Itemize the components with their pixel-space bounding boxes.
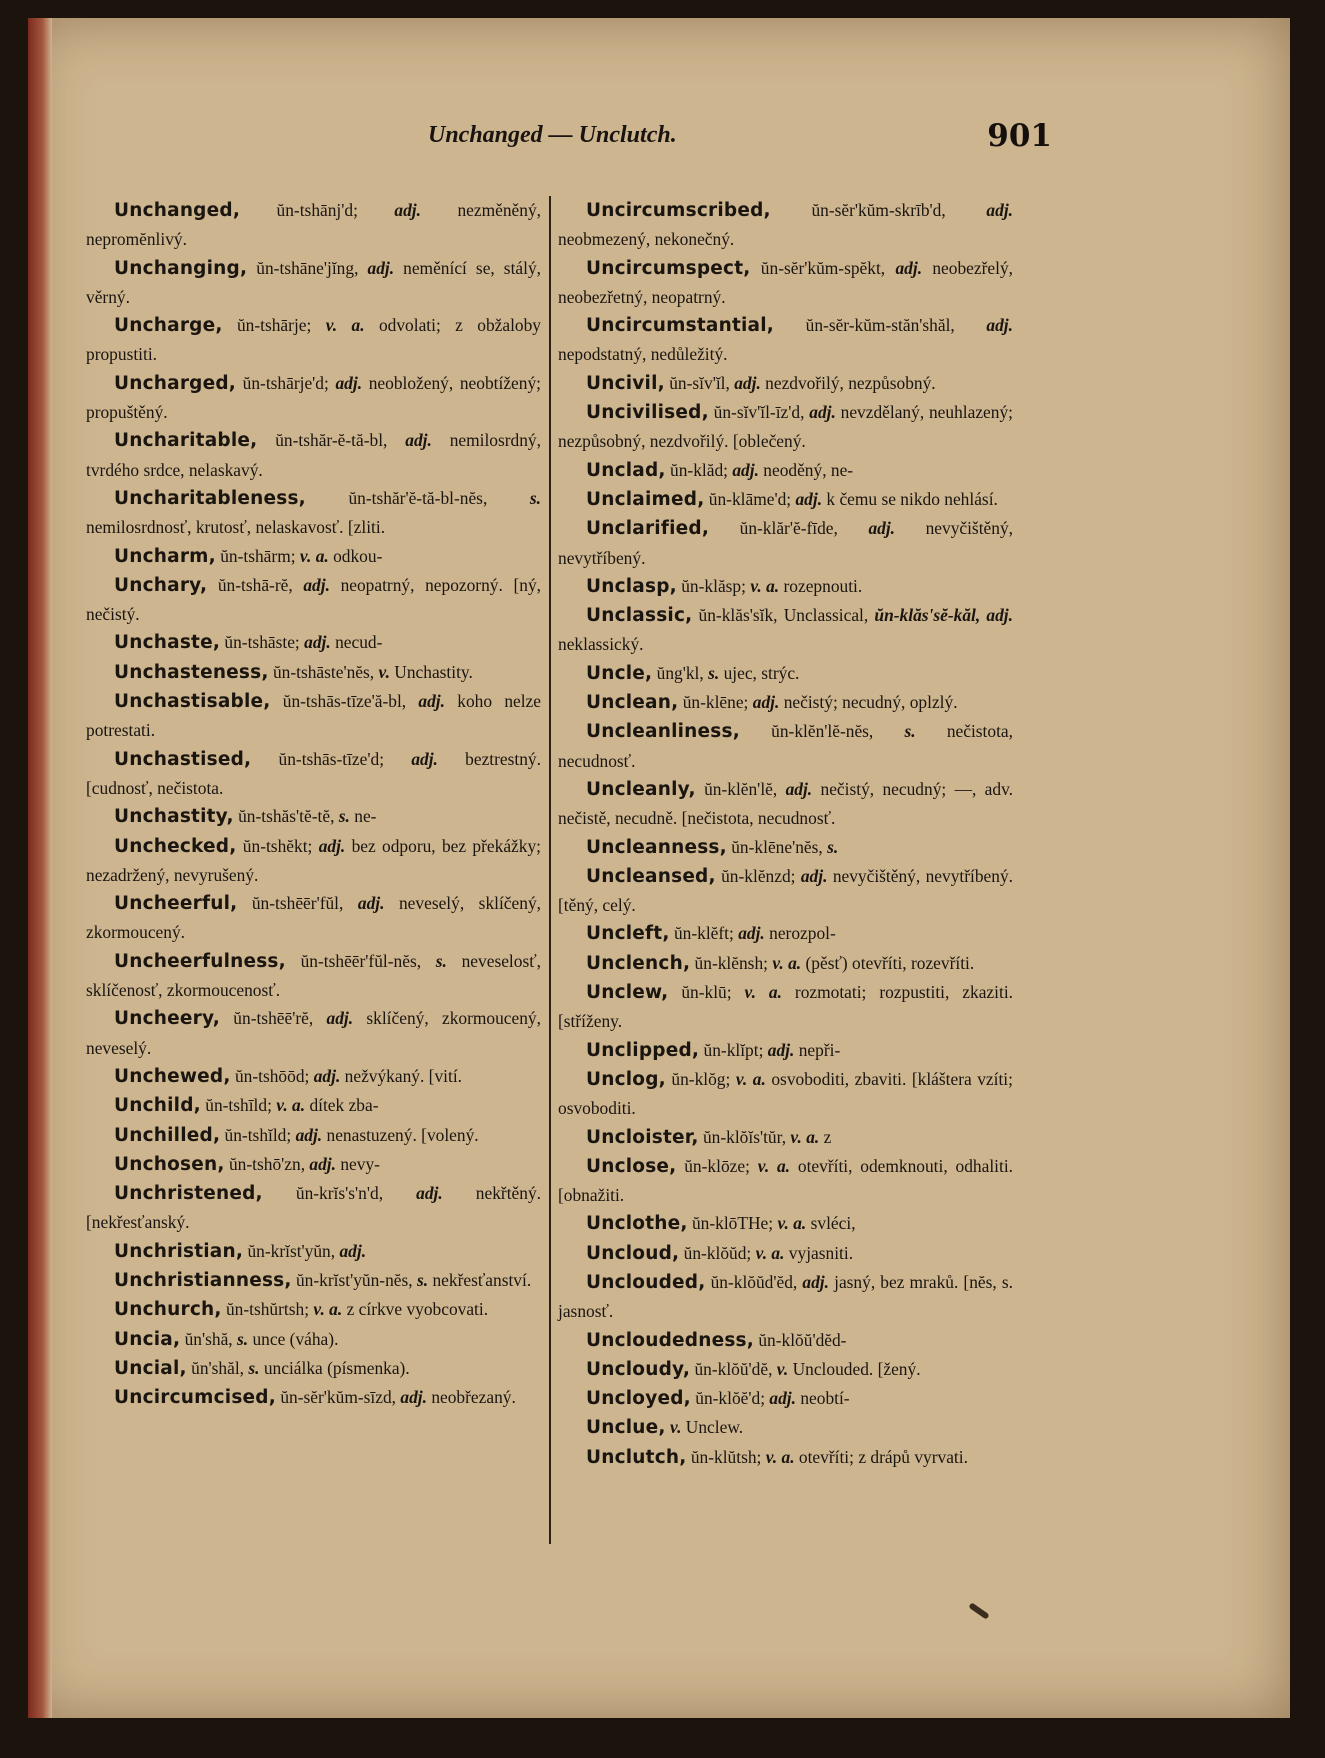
headword: Uncivil, (586, 372, 665, 394)
pronunciation: ŭn-tshōōd; (234, 1065, 310, 1086)
dictionary-entry (558, 1443, 1013, 1472)
headword: Uncloud, (586, 1242, 680, 1264)
grammar-label: adj. (326, 1008, 354, 1029)
dictionary-entry (86, 369, 541, 427)
headword: Unchastisable, (114, 691, 271, 713)
grammar-label: adj. (868, 518, 896, 539)
dictionary-entry (86, 658, 541, 687)
grammar-label: v. a. (750, 575, 780, 596)
definition: neobezřelý, neobezřetný, neopatrný. (558, 257, 1013, 307)
dictionary-entry (558, 919, 1013, 948)
grammar-label: adj. (416, 1183, 443, 1204)
definition: neklassický. (558, 634, 644, 655)
dictionary-entry (558, 862, 1013, 920)
headword: Uncheery, (114, 1008, 220, 1030)
headword: Unchilled, (114, 1124, 221, 1146)
definition: neveselý, sklíčený, zkormoucený. (86, 893, 541, 943)
grammar-label: v. a. (735, 1068, 766, 1089)
dictionary-entry (86, 745, 541, 803)
pronunciation: ŭn-tshō'zn, (228, 1153, 306, 1174)
definition: ujec, strýc. (723, 662, 800, 683)
headword: Unchristian, (114, 1240, 244, 1262)
headword: Unclasp, (586, 575, 677, 597)
dictionary-entry (558, 688, 1013, 717)
grammar-label: adj. (313, 1065, 341, 1086)
dictionary-entry (558, 601, 1013, 659)
grammar-label: v. (378, 661, 390, 682)
grammar-label: adj. (295, 1124, 323, 1145)
definition: nenastuzený. [volený. (326, 1124, 479, 1145)
headword: Unchastity, (114, 806, 234, 828)
dictionary-entry (86, 571, 541, 629)
pronunciation: ŭn-krĭst'yŭn-nĕs, (295, 1269, 413, 1290)
definition: otevříti; z drápů vyrvati. (798, 1446, 968, 1467)
right-column (558, 196, 1013, 1472)
grammar-label: v. a. (313, 1299, 343, 1320)
dictionary-entry (86, 628, 541, 657)
headword: Uncleanness, (586, 836, 727, 858)
grammar-label: s. (827, 836, 839, 857)
headword: Uncleft, (586, 923, 670, 945)
definition: nevyčištěný, nevytříbený. [těný, celý. (558, 865, 1013, 916)
definition: nevyčištěný, nevytříbený. (558, 518, 1013, 568)
grammar-label: adj. (785, 778, 813, 799)
headword: Uncloudy, (586, 1358, 691, 1380)
headword: Uncharitableness, (114, 487, 306, 509)
dictionary-entry (558, 1123, 1013, 1152)
headword: Unchary, (114, 574, 208, 596)
grammar-label: adj. (802, 1271, 829, 1292)
definition: sklíčený, zkormoucený, neveselý. (86, 1008, 541, 1058)
definition: nečistota, necudnosť. (558, 721, 1013, 771)
dictionary-entry (86, 1266, 541, 1295)
definition: nekřtěný. [nekřesťanský. (86, 1183, 541, 1233)
pronunciation: ŭn-tshēēr'fŭl, (251, 893, 344, 914)
headword: Unchastised, (114, 748, 252, 770)
headword: Uncial, (114, 1357, 187, 1379)
grammar-label: v. (670, 1417, 682, 1438)
headword: Uncharitable, (114, 430, 258, 452)
dictionary-entry (558, 717, 1013, 775)
headword: Uncircumstantial, (586, 315, 774, 337)
grammar-label: adj. (895, 257, 923, 278)
grammar-label: adj. (418, 691, 445, 712)
dictionary-entry (86, 947, 541, 1005)
definition: nerozpol- (769, 923, 836, 944)
definition: nevy- (340, 1153, 380, 1174)
headword: Uncle, (586, 662, 653, 684)
definition: nekřesťanství. (432, 1269, 532, 1290)
definition: nezdvořilý, nezpůsobný. (765, 372, 936, 393)
dictionary-entry (558, 1209, 1013, 1238)
grammar-label: adj. (405, 430, 432, 451)
pronunciation: ŭn-klŭtsh; (690, 1446, 762, 1467)
definition: odkou- (333, 545, 383, 566)
definition: otevříti, odemknouti, odhaliti. [obnažiti. (558, 1155, 1013, 1206)
dictionary-entry (86, 1091, 541, 1120)
dictionary-entry (558, 1413, 1013, 1442)
grammar-label: s. (338, 806, 350, 827)
definition: osvoboditi, zbaviti. [kláštera vzíti; osvoboditi. (558, 1068, 1013, 1119)
dictionary-entry (86, 426, 541, 484)
pronunciation: ŭn-tshĕkt; (242, 835, 313, 856)
grammar-label: adj. (335, 372, 363, 393)
pronunciation: ŭn-sĕr-kŭm-stăn'shăl, (805, 315, 955, 336)
pronunciation: ŭn-tshăs'tĕ-tĕ, (238, 806, 335, 827)
grammar-label: adj. (309, 1153, 336, 1174)
headword: Unclouded, (586, 1271, 706, 1293)
dictionary-entry (558, 1065, 1013, 1123)
pronunciation: ŭn-klŏŭd'ĕd, (710, 1271, 798, 1292)
page-header (138, 118, 1058, 158)
headword: Unchurch, (114, 1299, 222, 1321)
definition: dítek zba- (309, 1095, 379, 1116)
dictionary-entry (558, 311, 1013, 369)
headword: Unchanging, (114, 257, 248, 279)
pronunciation: ŭn-tshārje; (236, 315, 312, 336)
dictionary-entry (86, 1121, 541, 1150)
dictionary-entry (558, 196, 1013, 254)
dictionary-entry (558, 369, 1013, 398)
headword: Unclue, (586, 1417, 666, 1439)
headword: Uncharm, (114, 545, 216, 567)
definition: nemilosrdný, tvrdého srdce, nelaskavý. (86, 430, 541, 480)
grammar-label: v. a. (790, 1126, 820, 1147)
grammar-label: v. a. (757, 1155, 791, 1176)
dictionary-entry (86, 1062, 541, 1091)
dictionary-entry (558, 254, 1013, 312)
grammar-label: ŭn-klăs'sĕ-kăl, adj. (874, 605, 1013, 626)
pronunciation: ŭn-sĕr'kŭm-sīzd, (280, 1387, 397, 1408)
pronunciation: ŭn-tshārm; (220, 545, 296, 566)
grammar-label: v. a. (276, 1095, 306, 1116)
pronunciation: ŭn-tshăr-ĕ-tă-bl, (275, 430, 388, 451)
grammar-label: s. (904, 721, 916, 742)
pronunciation: ŭn-klŏŭ'dĕd- (758, 1329, 847, 1350)
grammar-label: v. a. (772, 952, 802, 973)
pronunciation: ŭn-klĕnzd; (721, 865, 796, 886)
headword: Unclothe, (586, 1213, 688, 1235)
definition: neobtí- (800, 1388, 850, 1409)
dictionary-entry (558, 485, 1013, 514)
dictionary-entry (86, 542, 541, 571)
definition: neoděný, ne- (763, 459, 854, 480)
headword: Uncheerful, (114, 893, 238, 915)
definition: nezměněný, nepromĕnlivý. (86, 200, 541, 250)
headword: Uncivilised, (586, 402, 709, 424)
grammar-label: adj. (986, 315, 1013, 336)
grammar-label: s. (237, 1328, 249, 1349)
headword: Unclutch, (586, 1446, 687, 1468)
definition: neopatrný, nepozorný. [ný, nečistý. (86, 574, 541, 625)
definition: beztrestný. [cudnosť, nečistota. (86, 748, 541, 798)
dictionary-entry (86, 311, 541, 369)
column-divider (549, 196, 551, 1544)
pronunciation: ŭn-tshās-tīze'ă-bl, (282, 691, 407, 712)
left-column (86, 196, 541, 1412)
definition: neobřezaný. (431, 1387, 516, 1408)
grammar-label: v. a. (325, 315, 365, 336)
headword: Unchasteness, (114, 661, 269, 683)
grammar-label: adj. (303, 574, 330, 595)
headword: Unchewed, (114, 1065, 231, 1087)
pronunciation: ŭn-klŏĭs'tŭr, (702, 1126, 787, 1147)
pronunciation: ŭn-sĕr'kŭm-spĕkt, (760, 257, 886, 278)
pronunciation: ŭn-krĭs's'n'd, (295, 1183, 384, 1204)
pronunciation: ŭn-klăs'sĭk, Unclassical, (698, 605, 869, 626)
headword: Uncircumscribed, (586, 200, 771, 221)
dictionary-entry (86, 1179, 541, 1237)
headword: Unchosen, (114, 1153, 225, 1175)
pronunciation: ŭn-krĭst'yŭn, (247, 1240, 336, 1261)
pronunciation: ŭn-klăsp; (681, 575, 746, 596)
pronunciation: ŭn-klĕn'lĕ, (704, 778, 778, 799)
headword: Uncharge, (114, 315, 223, 337)
definition: jasný, bez mraků. [nĕs, s. jasnosť. (558, 1271, 1013, 1322)
dictionary-entry (558, 1239, 1013, 1268)
pronunciation: ŭn-klōze; (684, 1155, 750, 1176)
definition: necud- (335, 632, 383, 653)
pronunciation: ŭn-tshāne'jĭng, (256, 257, 359, 278)
dictionary-entry (86, 1383, 541, 1412)
grammar-label: adj. (986, 200, 1013, 220)
dictionary-entry (86, 254, 541, 312)
headword: Unchanged, (114, 200, 241, 221)
pronunciation: ŭn-klĭpt; (703, 1039, 764, 1060)
grammar-label: s. (416, 1269, 429, 1290)
dictionary-entry (558, 1036, 1013, 1065)
headword: Uncircumspect, (586, 257, 751, 279)
headword: Unchild, (114, 1095, 201, 1117)
grammar-label: adj. (800, 865, 828, 886)
grammar-label: s. (529, 487, 541, 508)
grammar-label: s. (248, 1357, 260, 1378)
definition: nemilosrdnosť, krutosť, nelaskavosť. [zliti. (86, 517, 386, 538)
dictionary-entry (86, 1004, 541, 1062)
definition: rozepnouti. (783, 575, 863, 596)
dictionary-entry (86, 889, 541, 947)
headword: Uncheerfulness, (114, 950, 286, 972)
headword: Uncloister, (586, 1126, 699, 1148)
grammar-label: adj. (357, 893, 385, 914)
pronunciation: ŭng'kl, (656, 662, 704, 683)
headword: Unclench, (586, 952, 691, 974)
pronunciation: ŭn'shăl, (191, 1357, 245, 1378)
dictionary-entry (86, 1295, 541, 1324)
pronunciation: ŭn-tshāste; (224, 632, 300, 653)
pronunciation: ŭn-klŏŭ'dĕ, (694, 1358, 773, 1379)
headword: Uncloyed, (586, 1388, 691, 1410)
grammar-label: adj. (809, 402, 836, 423)
headword: Unclarified, (586, 518, 710, 540)
dictionary-entry (558, 572, 1013, 601)
definition: nečistý; necudný, oplzlý. (783, 692, 958, 713)
grammar-label: adj. (732, 459, 759, 480)
grammar-label: v. a. (765, 1446, 795, 1467)
dictionary-entry (558, 1152, 1013, 1210)
dictionary-entry (86, 196, 541, 254)
book-spine-edge (28, 18, 52, 1718)
grammar-label: s. (708, 662, 720, 683)
headword: Unchecked, (114, 835, 237, 857)
pronunciation: ŭn-sĕr'kŭm-skrīb'd, (811, 200, 946, 220)
pronunciation: ŭn-tshēē'rĕ, (233, 1008, 314, 1029)
grammar-label: v. a. (777, 1213, 807, 1234)
pronunciation: ŭn-tshās-tīze'd; (278, 748, 385, 769)
grammar-label: adj. (734, 372, 761, 393)
pronunciation: ŭn-klāme'd; (708, 488, 792, 509)
definition: nečistý, necudný; —, adv. nečistě, necudně. [nečistota, necudnosť. (558, 778, 1013, 829)
headword: Uncloudedness, (586, 1329, 754, 1351)
pronunciation: ŭn-klĕn'lĕ-nĕs, (771, 721, 874, 742)
definition: koho nelze potrestati. (86, 691, 541, 741)
definition: neměnící se, stálý, věrný. (86, 257, 542, 307)
dictionary-entry (558, 775, 1013, 833)
grammar-label: adj. (367, 257, 395, 278)
pronunciation: ŭn-klŏĕ'd; (695, 1388, 766, 1409)
dictionary-entry (558, 1384, 1013, 1413)
definition: nevzdělaný, neuhlazený; nezpůsobný, nezdvořilý. [oblečený. (558, 402, 1013, 452)
pronunciation: ŭn-tshēēr'fŭl-nĕs, (300, 950, 422, 971)
grammar-label: adj. (318, 835, 346, 856)
grammar-label: v. (776, 1358, 789, 1379)
grammar-label: adj. (339, 1240, 367, 1261)
pronunciation: ŭn-klăr'ĕ-fīde, (739, 518, 838, 539)
pronunciation: ŭn-tshāste'nĕs, (272, 661, 375, 682)
definition: (pěsť) otevříti, rozevříti. (805, 952, 975, 973)
definition: Unclew. (685, 1417, 744, 1438)
definition: bez odporu, bez překážky; nezadržený, nevyrušený. (86, 835, 541, 885)
pronunciation: ŭn-tshŭrtsh; (225, 1299, 310, 1320)
grammar-label: adj. (394, 200, 421, 220)
grammar-label: v. a. (299, 545, 329, 566)
pronunciation: ŭn-tshā-rĕ, (217, 574, 293, 595)
dictionary-entry (558, 514, 1013, 572)
pronunciation: ŭn-klĕft; (673, 923, 734, 944)
headword: Unclew, (586, 982, 669, 1004)
pronunciation: ŭn'shă, (184, 1328, 233, 1349)
pronunciation: ŭn-tshăr'ĕ-tă-bl-nĕs, (348, 487, 488, 508)
dictionary-entry (86, 1354, 541, 1383)
dictionary-entry (86, 687, 541, 745)
running-head: Unchanged — Unclutch. (428, 122, 677, 148)
definition: k čemu se nikdo nehlásí. (826, 488, 998, 509)
grammar-label: v. a. (755, 1242, 785, 1263)
pronunciation: ŭn-klăd; (670, 459, 728, 480)
definition: odvolati; z obžaloby propustiti. (86, 315, 541, 365)
definition: neobložený, neobtížený; propuštěný. (86, 372, 541, 423)
pronunciation: ŭn-klŏg; (671, 1068, 731, 1089)
grammar-label: adj. (767, 1039, 795, 1060)
definition: Unclouded. [žený. (792, 1358, 921, 1379)
definition: rozmotati; rozpustiti, zkaziti. [stříženy. (558, 982, 1013, 1032)
headword: Unchristened, (114, 1183, 263, 1205)
pronunciation: ŭn-klēne'nĕs, (731, 836, 823, 857)
definition: nežvýkaný. [vití. (344, 1065, 463, 1086)
definition: nepři- (798, 1039, 841, 1060)
headword: Unclad, (586, 459, 666, 481)
definition: unce (váha). (252, 1328, 339, 1349)
pronunciation: ŭn-klōTHe; (691, 1213, 774, 1234)
headword: Uncia, (114, 1328, 181, 1350)
headword: Uncleansed, (586, 865, 716, 887)
dictionary-entry (558, 1268, 1013, 1326)
page-number: 901 (987, 118, 1052, 154)
headword: Unclipped, (586, 1039, 700, 1061)
pronunciation: ŭn-klēne; (682, 692, 749, 713)
pronunciation: ŭn-klū; (681, 982, 732, 1003)
pronunciation: ŭn-sĭv'ĭl-īz'd, (713, 402, 805, 423)
grammar-label: adj. (752, 692, 780, 713)
headword: Uncharged, (114, 372, 236, 394)
dictionary-entry (86, 1150, 541, 1179)
grammar-label: adj. (795, 488, 823, 509)
definition: neobmezený, nekonečný. (558, 229, 735, 250)
dictionary-entry (558, 456, 1013, 485)
dictionary-entry (86, 484, 541, 542)
dictionary-entry (558, 833, 1013, 862)
dictionary-entry (558, 398, 1013, 456)
grammar-label: adj. (400, 1387, 427, 1408)
dictionary-entry (86, 802, 541, 831)
headword: Unchaste, (114, 632, 221, 654)
dictionary-entry (558, 949, 1013, 978)
dictionary-entry (558, 1326, 1013, 1355)
definition: vyjasniti. (788, 1242, 854, 1263)
headword: Unclassic, (586, 605, 693, 627)
dictionary-entry (86, 832, 541, 890)
dictionary-entry (86, 1237, 541, 1266)
pronunciation: ŭn-sĭv'ĭl, (669, 372, 730, 393)
pronunciation: ŭn-tshānj'd; (276, 200, 358, 220)
definition: ne- (354, 806, 377, 827)
definition: unciálka (písmenka). (263, 1357, 410, 1378)
grammar-label: adj. (304, 632, 331, 653)
headword: Unclog, (586, 1068, 666, 1090)
grammar-label: adj. (411, 748, 438, 769)
dictionary-entry (558, 659, 1013, 688)
page-mark (968, 1602, 989, 1620)
pronunciation: ŭn-tshārje'd; (242, 372, 329, 393)
grammar-label: adj. (769, 1388, 796, 1409)
definition: neveselosť, sklíčenosť, zkormoucenosť. (86, 950, 541, 1001)
dictionary-page (28, 18, 1290, 1718)
definition: nepodstatný, nedůležitý. (558, 344, 728, 365)
dictionary-entry (558, 978, 1013, 1036)
definition: Unchastity. (394, 661, 473, 682)
pronunciation: ŭn-tshĭld; (224, 1124, 292, 1145)
dictionary-entry (558, 1355, 1013, 1384)
definition: z (823, 1126, 832, 1147)
headword: Uncircumcised, (114, 1387, 276, 1409)
headword: Unclean, (586, 692, 679, 714)
grammar-label: adj. (738, 923, 765, 944)
grammar-label: s. (435, 950, 447, 971)
headword: Uncleanly, (586, 778, 696, 800)
definition: svléci, (810, 1213, 856, 1234)
dictionary-entry (86, 1325, 541, 1354)
headword: Unclose, (586, 1155, 677, 1177)
pronunciation: ŭn-klĕnsh; (694, 952, 768, 973)
definition: z církve vyobcovati. (346, 1299, 489, 1320)
grammar-label: v. a. (744, 982, 782, 1003)
headword: Unchristianness, (114, 1269, 292, 1291)
headword: Uncleanliness, (586, 721, 740, 743)
pronunciation: ŭn-tshīld; (205, 1095, 272, 1116)
headword: Unclaimed, (586, 488, 705, 510)
pronunciation: ŭn-klŏŭd; (683, 1242, 752, 1263)
